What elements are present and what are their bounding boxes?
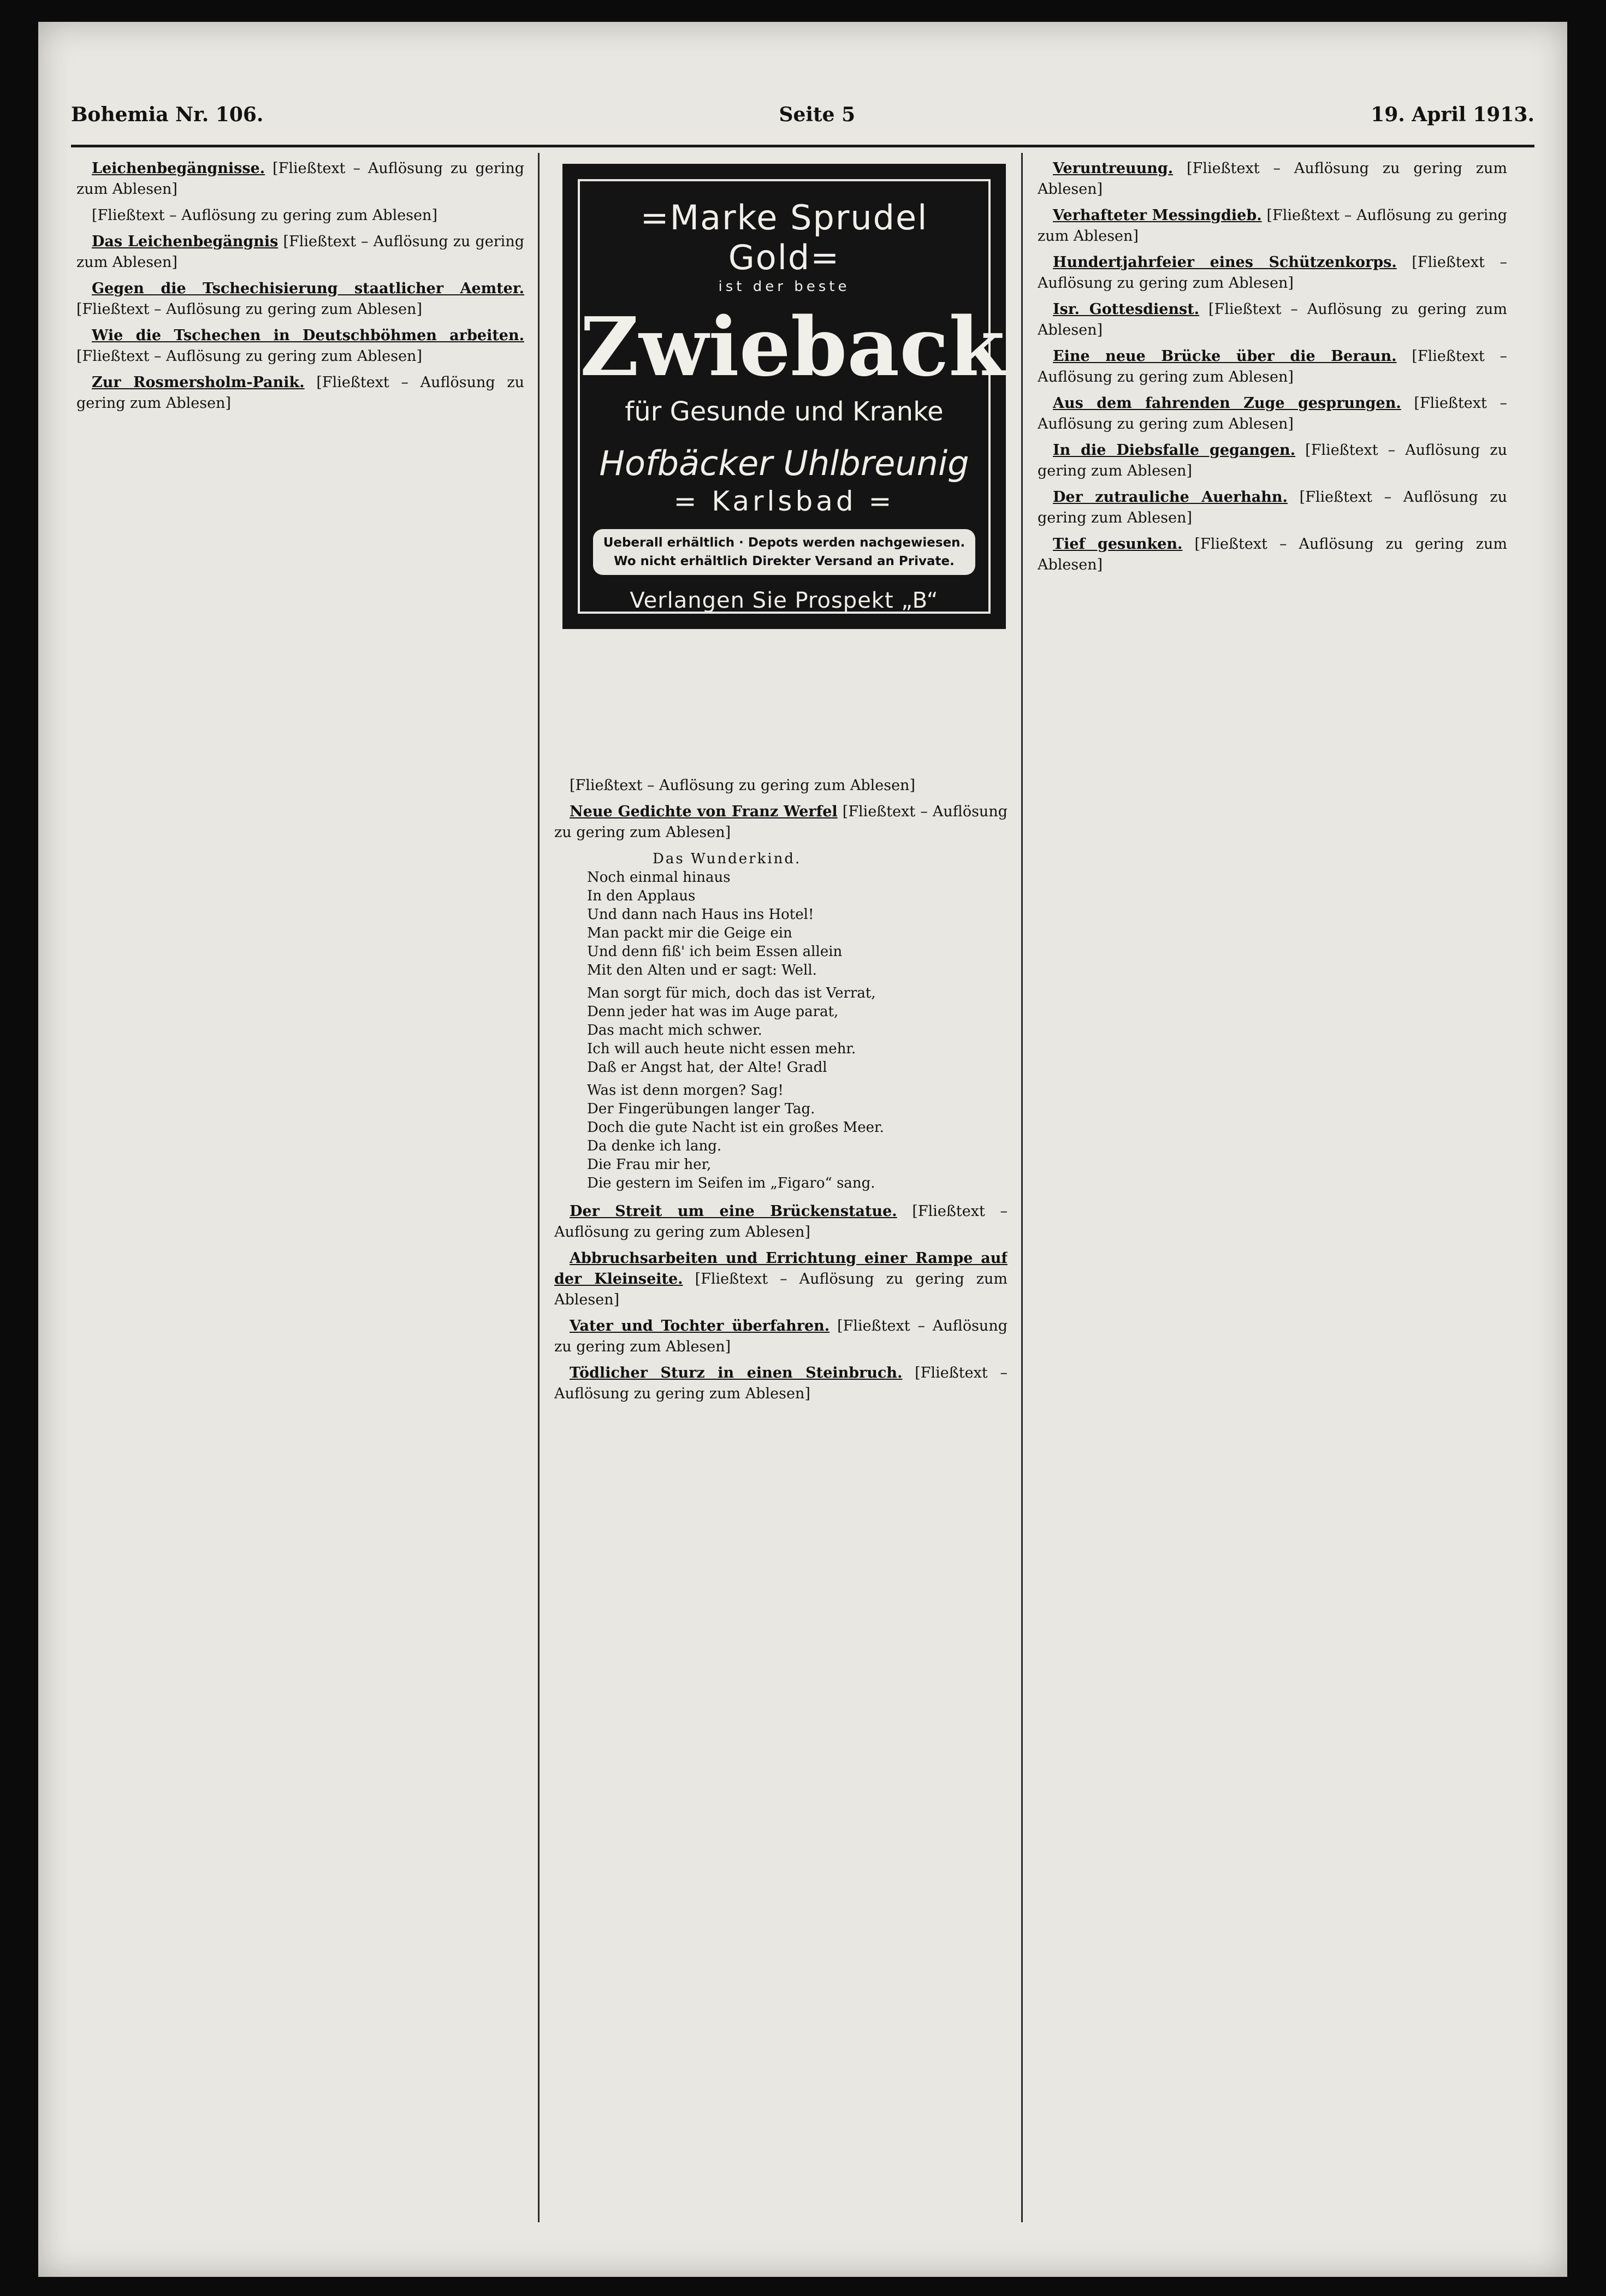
article (1038, 487, 1507, 529)
column-1 (76, 158, 524, 2217)
ad-subtitle: ist der beste (718, 278, 850, 295)
page-number: Seite 5 (779, 103, 856, 126)
article-heading: Zur Rosmersholm-Panik. (92, 374, 305, 391)
article-body: [Fließtext – Auflösung zu gering zum Ablesen] (554, 1364, 1008, 1402)
article (554, 1201, 1008, 1243)
ad-notice (593, 529, 975, 575)
poem-line: Der Fingerübungen langer Tag. (587, 1101, 815, 1117)
column-divider (538, 153, 540, 2222)
column-2 (554, 775, 1008, 2217)
article-body: [Fließtext – Auflösung zu gering zum Ablesen] (1038, 207, 1507, 245)
article (76, 232, 524, 273)
poem-line: Noch einmal hinaus (587, 869, 731, 886)
poem-title: Das Wunderkind. (653, 851, 802, 867)
poem-line: Man packt mir die Geige ein (587, 925, 792, 941)
column-divider (1021, 153, 1023, 2222)
poem-line: Ich will auch heute nicht essen mehr. (587, 1041, 856, 1057)
article-body: [Fließtext – Auflösung zu gering zum Ablesen] (1038, 442, 1507, 479)
poem-stanza (587, 984, 1008, 1077)
poem-line: Daß er Angst hat, der Alte! Gradl (587, 1059, 827, 1076)
poem-line: Doch die gute Nacht ist ein großes Meer. (587, 1119, 884, 1136)
article-heading: In die Diebsfalle gegangen. (1053, 442, 1296, 459)
poem-line: Was ist denn morgen? Sag! (587, 1082, 784, 1099)
article-heading: Das Leichenbegängnis (92, 233, 278, 250)
article-body: [Fließtext – Auflösung zu gering zum Ablesen] (554, 1203, 1008, 1241)
article (1038, 205, 1507, 247)
issue-date: 19. April 1913. (1371, 103, 1534, 126)
article (1038, 440, 1507, 482)
poem-stanza (587, 1081, 1008, 1193)
article-heading: Tödlicher Sturz in einen Steinbruch. (570, 1364, 903, 1381)
article-body: [Fließtext – Auflösung zu gering zum Ablesen] (554, 803, 1008, 841)
poem-stanza (587, 868, 1008, 980)
ad-brand: =Marke Sprudel Gold= (640, 198, 928, 277)
article-body: [Fließtext – Auflösung zu gering zum Ablesen] (76, 301, 422, 318)
article-body: [Fließtext – Auflösung zu gering zum Ablesen] (1038, 254, 1507, 292)
article-body: [Fließtext – Auflösung zu gering zum Ablesen] (76, 233, 524, 271)
header-rule (71, 145, 1534, 147)
poem-line: Die gestern im Seifen im „Figaro“ sang. (587, 1175, 875, 1191)
article (76, 372, 524, 414)
column-3 (1038, 158, 1507, 2217)
article-body: [Fließtext – Auflösung zu gering zum Ablesen] (76, 160, 524, 198)
article-heading: Der Streit um eine Brückenstatue. (570, 1203, 897, 1220)
article (76, 325, 524, 367)
article (1038, 299, 1507, 341)
article (554, 1316, 1008, 1357)
article (1038, 252, 1507, 294)
article-body: [Fließtext – Auflösung zu gering zum Ablesen] (554, 1318, 1008, 1355)
poem-line: In den Applaus (587, 888, 696, 904)
article-heading: Vater und Tochter überfahren. (570, 1318, 830, 1334)
article-body: [Fließtext – Auflösung zu gering zum Ablesen] (92, 207, 437, 224)
newspaper-page (38, 22, 1567, 2277)
article-heading: Abbruchsarbeiten und Errichtung einer Rampe auf der Kleinseite. (554, 1250, 1008, 1288)
article-body: [Fließtext – Auflösung zu gering zum Ablesen] (1038, 395, 1507, 432)
article-body: [Fließtext – Auflösung zu gering zum Ablesen] (570, 777, 915, 794)
article (1038, 534, 1507, 576)
poem-line: Man sorgt für mich, doch das ist Verrat, (587, 985, 876, 1001)
ad-frame (578, 179, 1005, 614)
poem-line: Und denn fiß' ich beim Essen allein (587, 944, 843, 960)
article-heading: Wie die Tschechen in Deutschböhmen arbeiten. (92, 327, 524, 344)
article-heading: Gegen die Tschechisierung staatlicher Aemter. (92, 280, 524, 297)
article-heading: Eine neue Brücke über die Beraun. (1053, 348, 1397, 365)
poem-line: Das macht mich schwer. (587, 1022, 762, 1039)
poem-line: Denn jeder hat was im Auge parat, (587, 1004, 839, 1020)
article-body: [Fließtext – Auflösung zu gering zum Ablesen] (1038, 160, 1507, 198)
article-body: [Fließtext – Auflösung zu gering zum Ablesen] (554, 1271, 1008, 1308)
ad-product: Zwieback (580, 299, 1005, 394)
article-heading: Verhafteter Messingdieb. (1053, 207, 1262, 224)
article-heading: Isr. Gottesdienst. (1053, 301, 1200, 318)
ad-audience: für Gesunde und Kranke (625, 396, 944, 427)
article-body: [Fließtext – Auflösung zu gering zum Ablesen] (1038, 489, 1507, 526)
article-body: [Fließtext – Auflösung zu gering zum Ablesen] (76, 374, 524, 412)
poem-line: Mit den Alten und er sagt: Well. (587, 962, 817, 978)
article (76, 278, 524, 320)
page-header (71, 93, 1534, 137)
article-heading: Aus dem fahrenden Zuge gesprungen. (1053, 395, 1401, 412)
poem-line: Da denke ich lang. (587, 1138, 722, 1154)
poem-line: Und dann nach Haus ins Hotel! (587, 906, 814, 923)
ad-maker: Hofbäcker Uhlbreunig (599, 443, 969, 483)
ad-prospect: Verlangen Sie Prospekt „B“ (630, 588, 939, 613)
article-body: [Fließtext – Auflösung zu gering zum Ablesen] (76, 348, 422, 365)
article (1038, 393, 1507, 435)
article-body: [Fließtext – Auflösung zu gering zum Ablesen] (1038, 536, 1507, 573)
article (76, 158, 524, 200)
article-heading: Veruntreuung. (1053, 160, 1174, 177)
ad-notice-line: Wo nicht erhältlich Direkter Versand an Private. (614, 554, 955, 568)
article (554, 802, 1008, 843)
article-heading: Neue Gedichte von Franz Werfel (570, 803, 838, 820)
article (554, 1248, 1008, 1310)
zwieback-advertisement (562, 164, 1006, 629)
article-heading: Der zutrauliche Auerhahn. (1053, 489, 1288, 506)
article-body: [Fließtext – Auflösung zu gering zum Ablesen] (1038, 348, 1507, 385)
poem-line: Die Frau mir her, (587, 1156, 712, 1173)
article-heading: Tief gesunken. (1053, 536, 1183, 553)
article-heading: Hundertjahrfeier eines Schützenkorps. (1053, 254, 1397, 271)
article (1038, 158, 1507, 200)
ad-city: = Karlsbad = (673, 485, 895, 517)
poem (587, 850, 1008, 1193)
ad-notice-line: Ueberall erhältlich · Depots werden nachgewiesen. (603, 536, 965, 550)
article (1038, 346, 1507, 388)
article (554, 1363, 1008, 1404)
issue-number: Bohemia Nr. 106. (71, 103, 264, 126)
article-body: [Fließtext – Auflösung zu gering zum Ablesen] (1038, 301, 1507, 339)
article-heading: Leichenbegängnisse. (92, 160, 265, 177)
